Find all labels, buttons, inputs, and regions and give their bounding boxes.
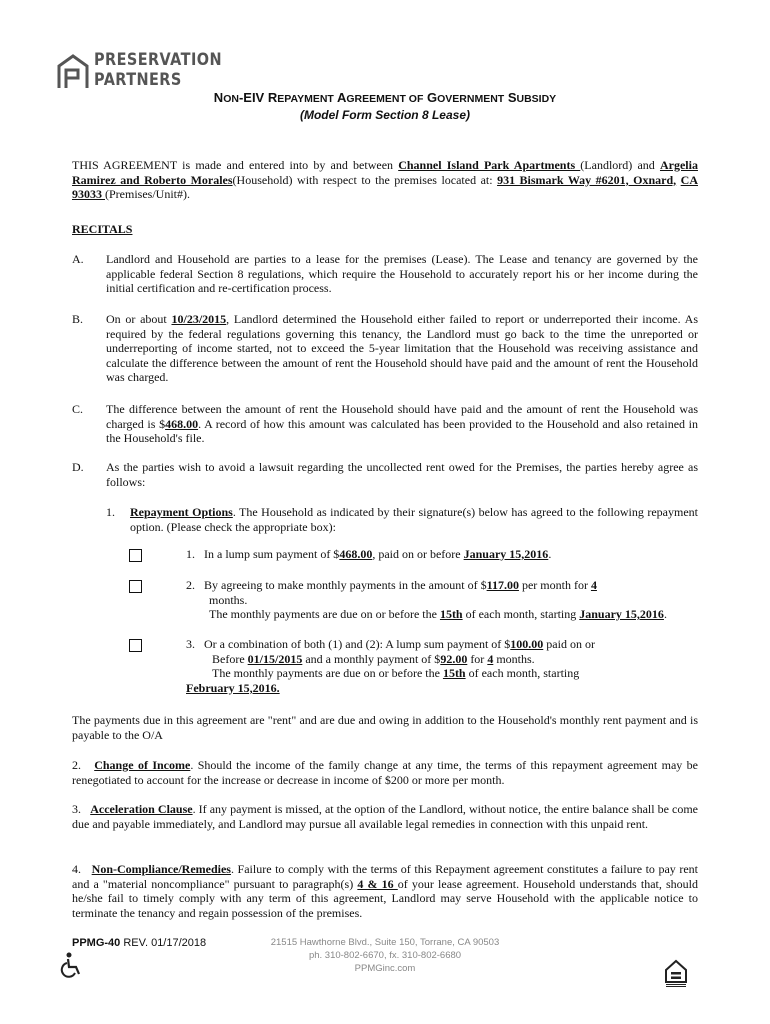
option1-checkbox[interactable] (129, 549, 142, 562)
preservation-logo-icon (56, 52, 90, 90)
determination-date: 10/23/2015 (171, 312, 227, 326)
premises-address-b: CA 93033 (72, 172, 698, 201)
recital-c: C. The difference between the amount of rent the Household should have paid and the amount of rent the Household was charged is $468.00. A record of how this amount was calculated has been provided to the Household and also retained in the Household's file. (72, 402, 699, 445)
footer-contact (200, 936, 570, 975)
total-owed-amount: 468.00 (165, 416, 199, 431)
equal-housing-icon (664, 958, 688, 988)
logo-line2: PARTNERS (94, 70, 182, 90)
document-subtitle: (Model Form Section 8 Lease) (299, 108, 471, 122)
landlord-name: Channel Island Park Apartments (398, 158, 581, 172)
recital-d: D. As the parties wish to avoid a lawsuit regarding the uncollected rent owed for the Premises, the parties hereby agree as follows: (72, 460, 698, 489)
footer-web: PPMGinc.com (354, 963, 416, 974)
company-logo (56, 48, 222, 96)
household-names-b: Ramirez and Roberto Morales (72, 172, 233, 187)
recital-b: B. On or about 10/23/2015, Landlord determined the Household either failed to report or underreported their income. As required by the federal regulations governing this tenancy, the Landlord must go back to the time the unreported or underreporting of income started, not to exceed the 5-year limitation that the Household was receiving assistance and calculate the difference between the amount of rent the Household should have paid and the amount of rent the Household was charged. (72, 312, 698, 384)
option2-text: 2. By agreeing to make monthly payments in the amount of $117.00 per month for 4 months. The monthly payments are due on or before the 15th of each month, starting January 15,2016. (186, 578, 667, 621)
intro-paragraph: THIS AGREEMENT is made and entered into by and between Channel Island Park Apartments (Landlord) and Argelia Ramirez and Roberto Morales(Household) with respect to the premises located at: 931 Bismark Way #6201, Oxnard, CA 93033 (Premises/Unit#). (72, 158, 698, 201)
premises-address-a: 931 Bismark Way #6201, Oxnard, (497, 172, 677, 187)
option3-checkbox[interactable] (129, 639, 142, 652)
option1-text: 1. In a lump sum payment of $468.00, paid on or before January 15,2016. (186, 547, 552, 561)
logo-line1: PRESERVATION (94, 50, 222, 70)
document-title: NON-EIV REPAYMENT AGREEMENT OF GOVERNMENT SUBSIDY (213, 90, 557, 105)
household-names-a: Argelia (659, 158, 698, 172)
option2-checkbox[interactable] (129, 580, 142, 593)
payments-note: The payments due in this agreement are "rent" and are due and owing in addition to the Household's monthly rent payment and is payable to the O/A (72, 713, 698, 742)
clause-non-compliance: 4. Non-Compliance/Remedies. Failure to comply with the terms of this Repayment agreement constitutes a failure to pay rent and a "material noncompliance" pursuant to paragraph(s) 4 & 16 of your lease agreement. Household understands that, should he/she fail to timely comply with any term of this agreement, Landlord may serve Household with the applicable notice to terminate the tenancy and regain possession of the premises. (72, 862, 699, 920)
wheelchair-icon (60, 952, 82, 978)
footer-address: 21515 Hawthorne Blvd., Suite 150, Torrane, CA 90503 (270, 937, 500, 948)
footer-phone: ph. 310-802-6670, fx. 310-802-6680 (308, 950, 462, 961)
clause-change-of-income: 2. Change of Income. Should the income of the family change at any time, the terms of this repayment agreement may be renegotiated to account for the increase or decrease in income of $200 or more per month. (72, 758, 699, 787)
option3-text: 3. Or a combination of both (1) and (2): A lump sum payment of $100.00 paid on or Before 01/15/2015 and a monthly payment of $92.00 for 4 months. The monthly payments are due on or before the 15th of each month, starting February 15,2016. (186, 637, 595, 695)
recitals-heading: RECITALS (72, 222, 133, 236)
form-revision: PPMG-40 REV. 01/17/2018 (72, 937, 207, 949)
repayment-options-clause: 1. Repayment Options. The Household as indicated by their signature(s) below has agreed to the following repayment option. (Please check the appropriate box): (106, 505, 698, 534)
recital-a: A. Landlord and Household are parties to a lease for the premises (Lease). The Lease and tenancy are governed by the applicable federal Section 8 regulations, which require the Household to accurately report his or her income during the initial certification and re-certification process. (72, 252, 698, 295)
clause-acceleration: 3. Acceleration Clause. If any payment is missed, at the option of the Landlord, without notice, the entire balance shall be come due and payable immediately, and Landlord may pursue all available legal remedies in connection with this unpaid rent. (72, 802, 699, 831)
